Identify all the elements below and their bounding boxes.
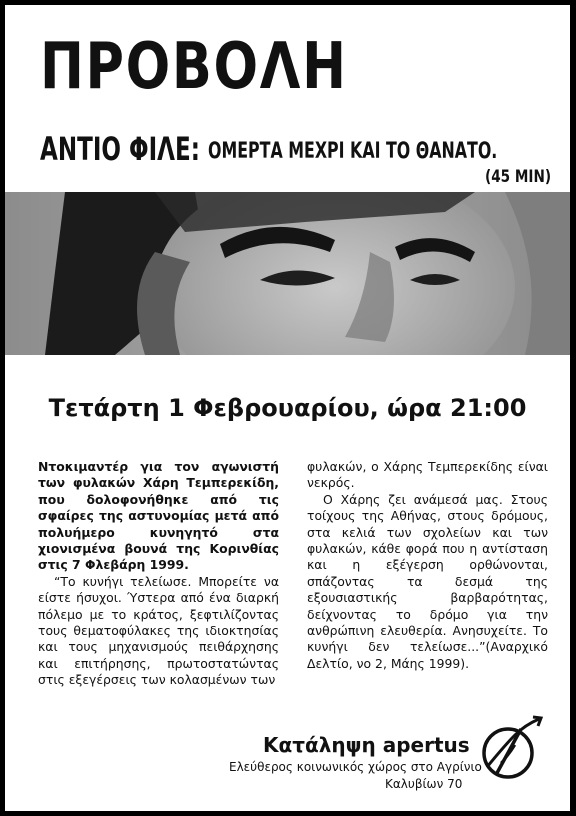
text-column-left — [38, 459, 279, 689]
organizer-name: Κατάληψη apertus — [263, 733, 470, 757]
portrait-photo-image — [5, 192, 570, 355]
quote-paragraph-3: Ο Χάρης ζει ανάμεσά μας. Στους τοίχους της Αθήνας, στους δρόμους, στα κελιά των σχολείων και των φυλακών, κάθε φορά που η αντίσταση και η εξέγερση ορθώνονται, σπάζοντας τα δεσμά της εξουσιαστικής βαρβαρότητας, δείχνοντας το δρόμο για την ανθρώπινη ελευθερία. Ανησυχείτε. Το κυνήγι δεν τελείωσε...”(Αναρχικό Δελτίο, νο 2, Μάης 1999). — [307, 491, 548, 671]
page-title: ΠΡΟΒΟΛΗ — [40, 30, 348, 104]
portrait-photo — [5, 192, 570, 355]
text-column-right — [307, 459, 548, 672]
film-title-main: ΑΝΤΙΟ ΦΙΛΕ: — [40, 130, 200, 168]
organizer-description: Ελεύθερος κοινωνικός χώρος στο Αγρίνιο — [229, 760, 482, 774]
quote-paragraph-1: “Το κυνήγι τελείωσε. Μπορείτε να είστε ήσυχοι. Ύστερα από ένα διαρκή πόλεμο με το κράτος, ξεφτιλίζοντας τους θεματοφύλακες της ιδιοκτησίας και τους μηχανισμούς πειθάρχησης και επιτήρησης, πρωτοστατώντας στις εξεγέρσεις των κολασμένων των — [38, 573, 279, 688]
film-title-rest: ΟΜΕΡΤΑ ΜΕΧΡΙ ΚΑΙ ΤΟ ΘΑΝΑΤΟ. — [208, 139, 498, 164]
event-datetime: Τετάρτη 1 Φεβρουαρίου, ώρα 21:00 — [48, 394, 527, 422]
quote-paragraph-2: φυλακών, ο Χάρης Τεμπερεκίδης είναι νεκρός. — [307, 459, 548, 491]
film-duration: (45 MIN) — [485, 167, 552, 187]
film-title — [40, 130, 498, 168]
intro-paragraph: Ντοκιμαντέρ για τον αγωνιστή των φυλακών Χάρη Τεμπερεκίδη, που δολοφονήθηκε από τις σφαίρες της αστυνομίας μετά από πολυήμερο κυνηγητό στα χιονισμένα βουνά της Κορινθίας στις 7 Φλεβάρη 1999. — [38, 459, 279, 573]
poster — [5, 5, 570, 811]
anarchy-logo-icon — [475, 715, 547, 787]
organizer-address: Καλυβίων 70 — [385, 777, 463, 791]
